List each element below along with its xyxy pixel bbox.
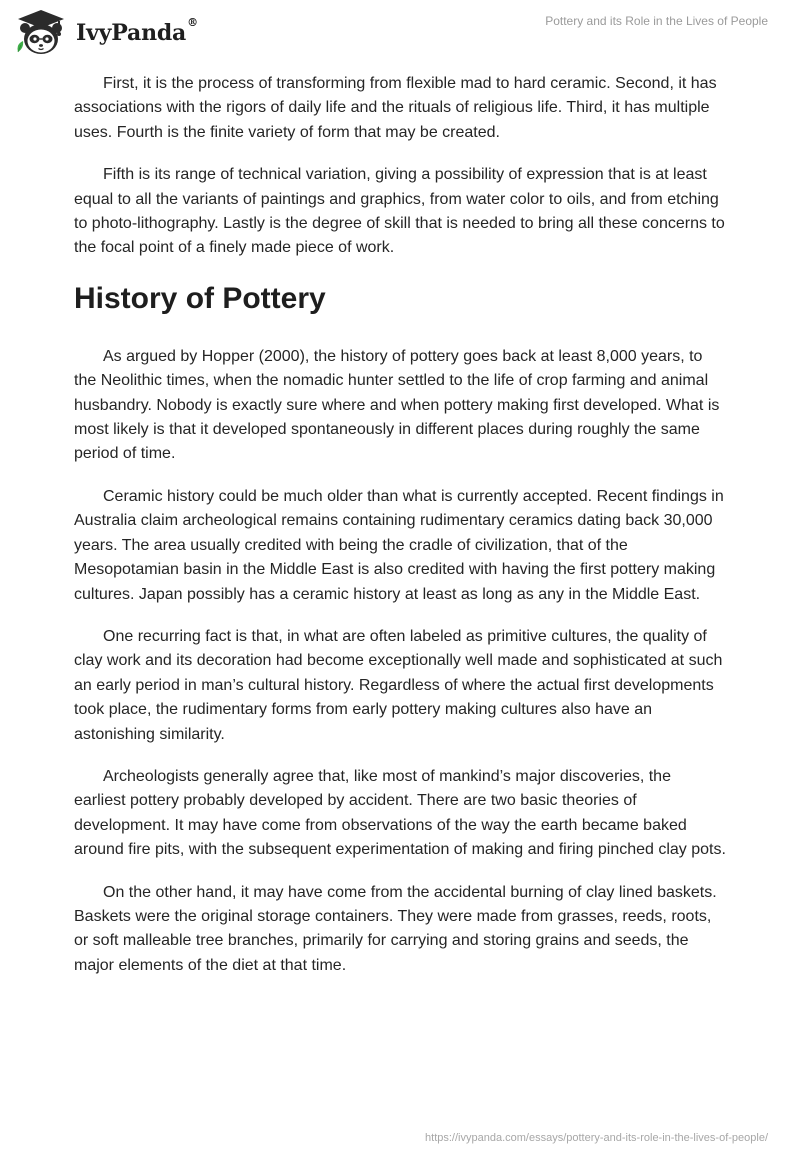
brand-name: IvyPanda® bbox=[76, 16, 198, 46]
paragraph: As argued by Hopper (2000), the history of pottery goes back at least 8,000 years, to the Neolithic times, when the nomadic hunter settled to the life of crop farming and animal husbandry. Nobody is exactly sure where and when pottery making first developed. What is most likely is that it developed spontaneously in different places during roughly the same period of time. bbox=[74, 347, 720, 463]
page-header bbox=[0, 0, 800, 66]
paragraph: One recurring fact is that, in what are often labeled as primitive cultures, the quality of clay work and its decoration had become exceptionally well made and sophisticated at such an early period in man’s cultural history. Regardless of where the actual first developments took place, the rudimentary forms from early pottery making cultures also have an astonishing similarity. bbox=[74, 627, 723, 743]
section-heading: History of Pottery bbox=[74, 281, 326, 315]
panda-graduate-icon bbox=[12, 8, 70, 58]
essay-body bbox=[74, 72, 726, 996]
source-url[interactable]: https://ivypanda.com/essays/pottery-and-its-role-in-the-lives-of-people/ bbox=[425, 1132, 768, 1144]
paragraph: On the other hand, it may have come from the accidental burning of clay lined baskets. Baskets were the original storage containers. They were made from grasses, reeds, roots, or soft malleable tree branches, primarily for carrying and storing grains and seeds, the major elements of the diet at that time. bbox=[74, 883, 717, 974]
document-title: Pottery and its Role in the Lives of People bbox=[545, 14, 768, 28]
registered-mark: ® bbox=[187, 16, 198, 29]
ivypanda-logo[interactable] bbox=[12, 8, 198, 58]
paragraph: First, it is the process of transforming from flexible mad to hard ceramic. Second, it has associations with the rigors of daily life and the rituals of religious life. Third, it has multiple uses. Fourth is the finite variety of form that may be created. bbox=[74, 75, 717, 141]
paragraph: Archeologists generally agree that, like most of mankind’s major discoveries, the earliest pottery probably developed by accident. There are two basic theories of development. It may have come from observations of the way the earth became baked around fire pits, with the subsequent experimentation of making and firing pinched clay pots. bbox=[74, 767, 726, 859]
paragraph: Fifth is its range of technical variation, giving a possibility of expression that is at least equal to all the variants of paintings and graphics, from water color to oils, and from etching to photo-lithography. Lastly is the degree of skill that is needed to bring all these concerns to the focal point of a finely made piece of work. bbox=[74, 166, 725, 257]
paragraph: Ceramic history could be much older than what is currently accepted. Recent findings in Australia claim archeological remains containing rudimentary ceramics dating back 30,000 years. The area usually credited with being the cradle of civilization, that of the Mesopotamian basin in the Middle East is also credited with having the first pottery making cultures. Japan possibly has a ceramic history at least as long as any in the Middle East. bbox=[74, 487, 724, 603]
